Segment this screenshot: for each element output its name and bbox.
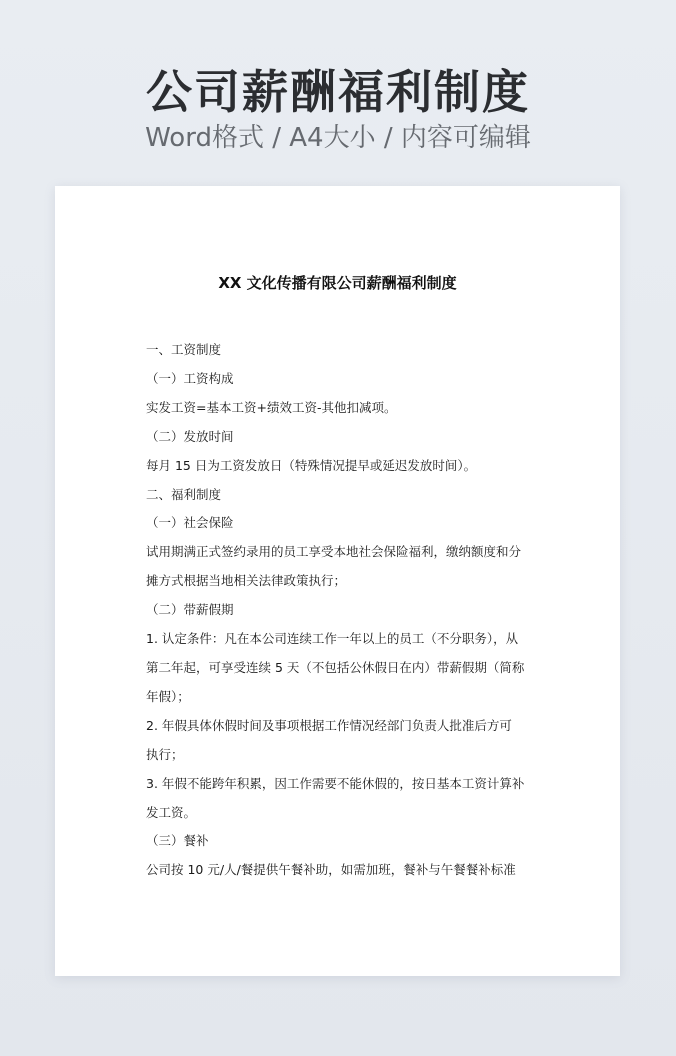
paragraph-line: 2. 年假具体休假时间及事项根据工作情况经部门负责人批准后方可: [146, 717, 512, 733]
document-page: [55, 186, 620, 976]
paragraph-line: 公司按 10 元/人/餐提供午餐补助，如需加班，餐补与午餐餐补标准: [146, 862, 516, 878]
paragraph-line: 实发工资=基本工资+绩效工资-其他扣减项。: [146, 399, 397, 415]
paragraph-line: 摊方式根据当地相关法律政策执行；: [146, 573, 347, 589]
paragraph-line: 发工资。: [146, 804, 197, 820]
paragraph-line: 3. 年假不能跨年积累，因工作需要不能休假的，按日基本工资计算补: [146, 775, 525, 791]
section-heading-benefits: 二、福利制度: [146, 486, 222, 502]
subheading-salary-structure: （一）工资构成: [146, 370, 234, 386]
document-body: [146, 336, 531, 885]
banner-title: 公司薪酬福利制度: [146, 65, 530, 119]
subheading-payment-time: （二）发放时间: [146, 428, 234, 444]
paragraph-line: 第二年起，可享受连续 5 天（不包括公休假日在内）带薪假期（简称: [146, 659, 525, 675]
paragraph-line: 执行；: [146, 746, 184, 762]
paragraph-line: 试用期满正式签约录用的员工享受本地社会保险福利，缴纳额度和分: [146, 544, 522, 560]
subheading-meal-allowance: （三）餐补: [146, 833, 209, 849]
subheading-paid-leave: （二）带薪假期: [146, 602, 234, 618]
section-heading-salary: 一、工资制度: [146, 342, 222, 357]
banner-subtitle: Word格式 / A4大小 / 内容可编辑: [145, 123, 531, 153]
subheading-social-insurance: （一）社会保险: [146, 515, 234, 531]
paragraph-line: 年假）；: [146, 688, 190, 704]
document-title: XX 文化传播有限公司薪酬福利制度: [218, 274, 457, 292]
paragraph-line: 每月 15 日为工资发放日（特殊情况提早或延迟发放时间）。: [146, 457, 477, 473]
paragraph-line: 1. 认定条件：凡在本公司连续工作一年以上的员工（不分职务），从: [146, 631, 519, 647]
